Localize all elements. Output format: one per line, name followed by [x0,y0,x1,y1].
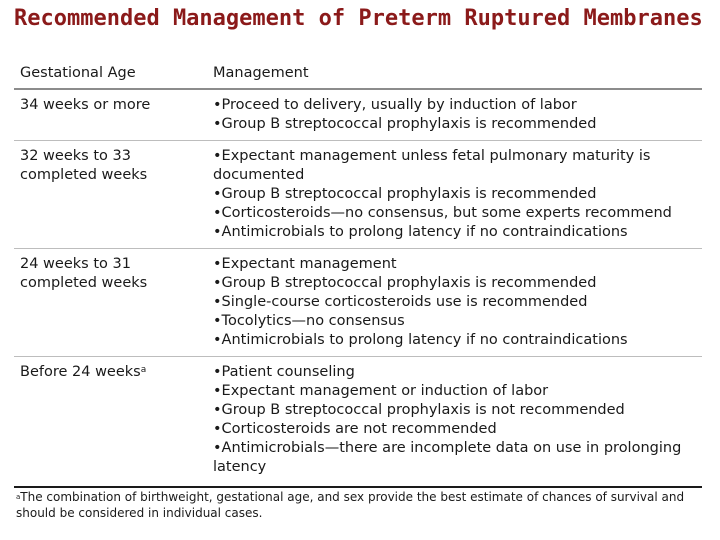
management-item: •Single-course corticosteroids use is recommended [213,294,588,310]
footnote-mark: a [16,493,21,501]
management-cell [207,89,702,141]
gestational-age-cell: 32 weeks to 33 completed weeks [14,141,207,249]
header-gestational-age: Gestational Age [20,65,136,81]
management-item: •Group B streptococcal prophylaxis is recommended [213,116,597,132]
management-item: •Tocolytics—no consensus [213,313,405,329]
footnote-marker: a [140,365,147,375]
management-cell [207,141,702,249]
table-row [14,141,702,249]
table-row [14,249,702,357]
gestational-age-cell: 24 weeks to 31 completed weeks [14,249,207,357]
management-item: •Group B streptococcal prophylaxis is recommended [213,186,597,202]
table-row [14,357,702,484]
page-title: Recommended Management of Preterm Ruptured Membranes [14,6,703,31]
header-management: Management [213,65,309,81]
management-table [14,60,702,483]
footnote [16,489,706,521]
management-item: •Expectant management unless fetal pulmonary maturity is documented [213,148,651,183]
gestational-age-cell [14,357,207,484]
footnote-text: The combination of birthweight, gestational age, and sex provide the best estimate of chances of survival and should be considered in individual cases. [16,490,685,520]
management-item: •Group B streptococcal prophylaxis is not recommended [213,402,625,418]
management-cell [207,357,702,484]
gestational-age-cell: 34 weeks or more [14,89,207,141]
gestational-age-text: Before 24 weeks [20,364,141,380]
table-header-row [14,60,702,89]
management-item: •Antimicrobials to prolong latency if no contraindications [213,224,628,240]
management-item: •Proceed to delivery, usually by induction of labor [213,97,577,113]
management-item: •Expectant management or induction of labor [213,383,549,399]
footnote-divider [14,486,702,488]
management-item: •Corticosteroids are not recommended [213,421,497,437]
management-item: •Patient counseling [213,364,355,380]
management-item: •Antimicrobials—there are incomplete data on use in prolonging latency [213,440,682,475]
management-item: •Corticosteroids—no consensus, but some experts recommend [213,205,672,221]
management-item: •Antimicrobials to prolong latency if no contraindications [213,332,628,348]
management-item: •Expectant management [213,256,397,272]
table-row [14,89,702,141]
management-item: •Group B streptococcal prophylaxis is recommended [213,275,597,291]
management-cell [207,249,702,357]
